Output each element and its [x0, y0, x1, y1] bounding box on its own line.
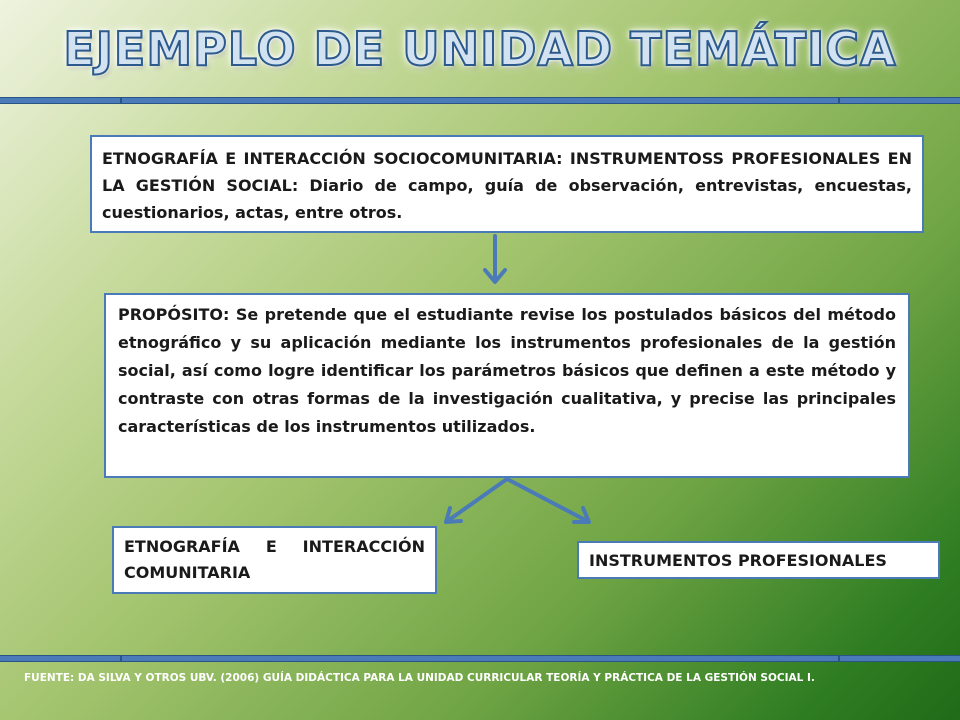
- source-footer: FUENTE: DA SILVA Y OTROS UBV. (2006) GUÍA DIDÁCTICA PARA LA UNIDAD CURRICULAR TEORÍA Y PRÁCTICA DE LA GESTIÓN SOCIAL I.: [24, 672, 815, 684]
- instruments-text: INSTRUMENTOS PROFESIONALES: [589, 551, 887, 570]
- right-branch-arrow: [507, 479, 589, 522]
- left-branch-arrow: [446, 479, 507, 522]
- topic-text: ETNOGRAFÍA E INTERACCIÓN SOCIOCOMUNITARIA: INSTRUMENTOSS PROFESIONALES EN LA GESTIÓN SOCIAL: Diario de campo, guía de observación, entrevistas, encuestas, cuestionarios, actas, entre otros.: [102, 149, 912, 222]
- bottom-divider: [0, 655, 960, 662]
- ethnography-text: ETNOGRAFÍA E INTERACCIÓN COMUNITARIA: [124, 537, 425, 582]
- down-arrow: [485, 236, 505, 282]
- purpose-label: PROPÓSITO:: [118, 305, 230, 324]
- purpose-text: Se pretende que el estudiante revise los postulados básicos del método etnográfico y su aplicación mediante los instrumentos profesionales de la gestión social, así como logre identificar los parámetros básicos que definen a este método y contraste con otras formas de la investigación cualitativa, y precise las principales características de los instrumentos utilizados.: [118, 305, 896, 436]
- page-title: EJEMPLO DE UNIDAD TEMÁTICA: [63, 22, 897, 76]
